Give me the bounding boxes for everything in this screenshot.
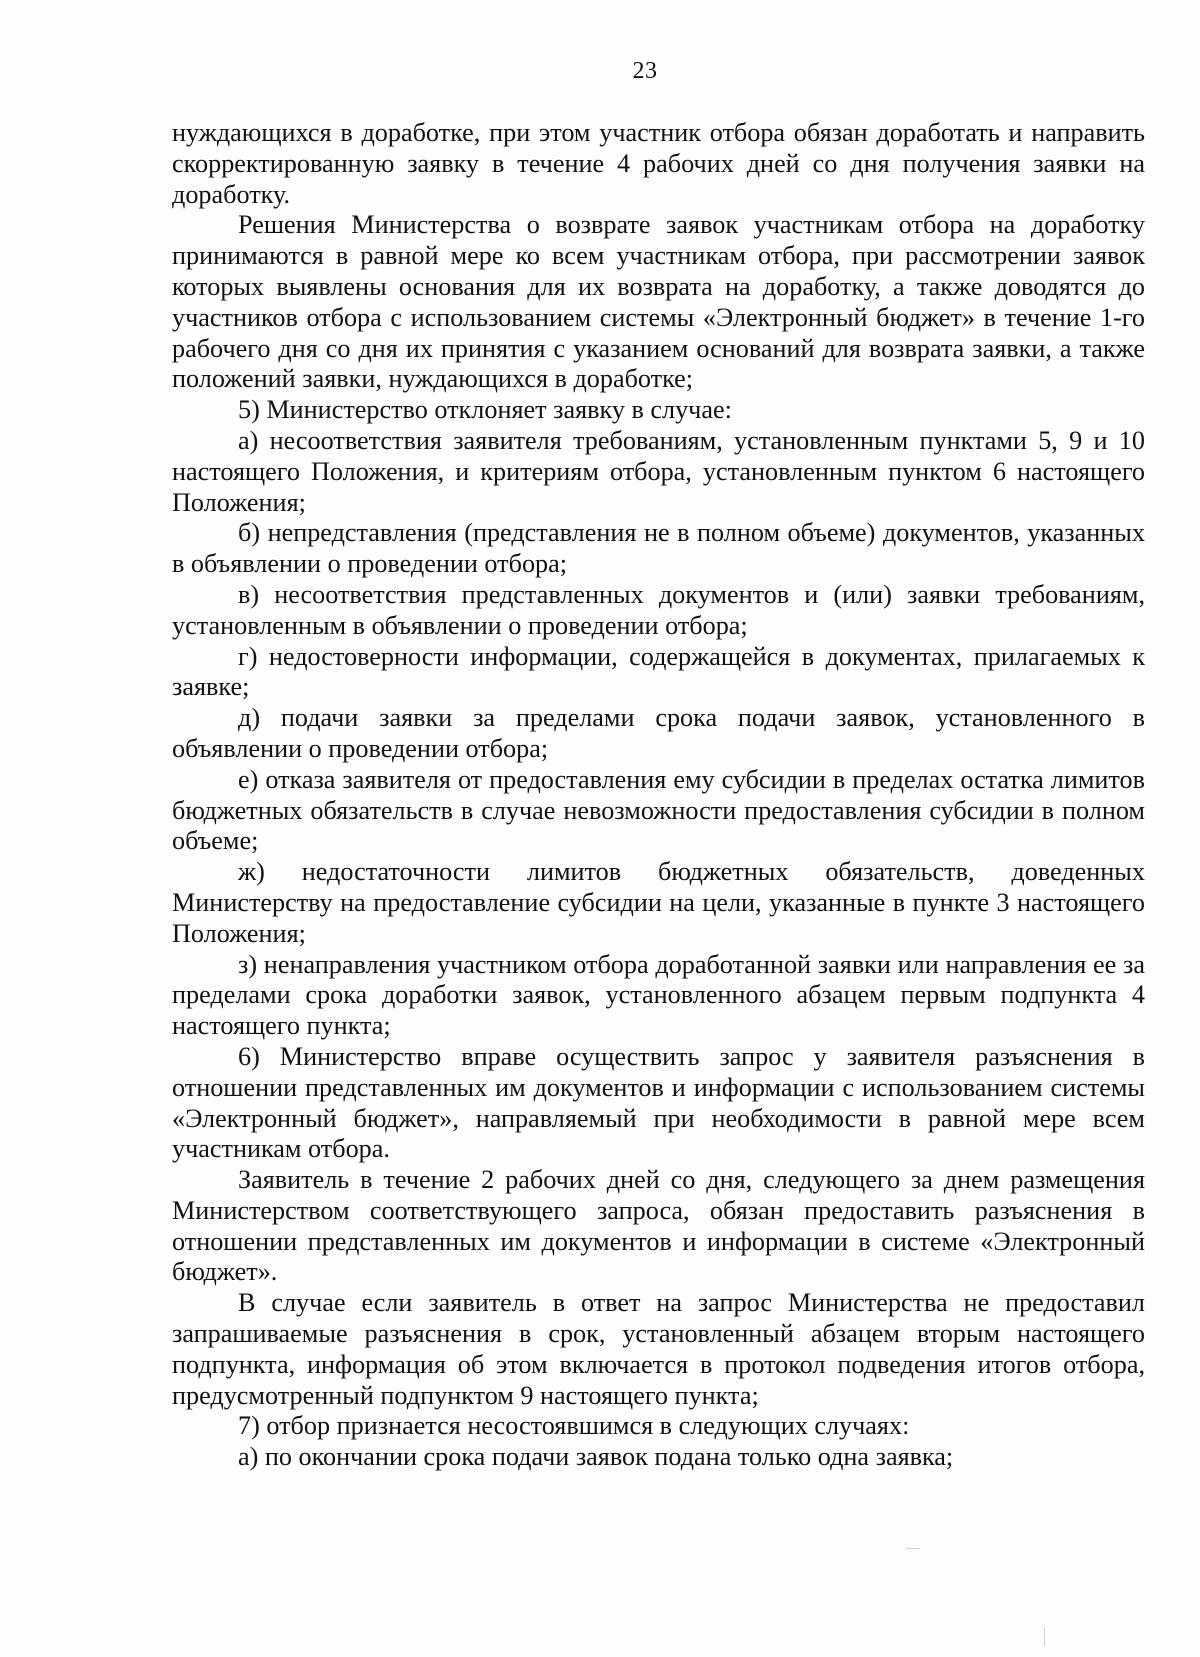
page-number: 23: [632, 58, 658, 84]
list-item-e: е) отказа заявителя от предоставления ему субсидии в пределах остатка лимитов бюджетных обязательств в случае невозможности предоставления субсидии в полном объеме;: [172, 764, 1145, 856]
list-item-single-application: а) по окончании срока подачи заявок подана только одна заявка;: [238, 1442, 954, 1472]
list-item-z: з) ненаправления участником отбора доработанной заявки или направления ее за пределами срока доработки заявок, установленного абзацем первым подпункта 4 настоящего пункта;: [172, 949, 1145, 1041]
list-item-b: б) непредставления (представления не в полном объеме) документов, указанных в объявлении о проведении отбора;: [172, 518, 1145, 579]
paragraph-selection-failed-intro: 7) отбор признается несостоявшимся в следующих случаях:: [238, 1411, 910, 1441]
list-item-d: д) подачи заявки за пределами срока подачи заявок, установленного в объявлении о проведении отбора;: [172, 703, 1145, 763]
list-item-zh: ж) недостаточности лимитов бюджетных обязательств, доведенных Министерству на предоставление субсидии на цели, указанные в пункте 3 настоящего Положения;: [172, 857, 1145, 948]
paragraph-applicant-deadline: Заявитель в течение 2 рабочих дней со дня, следующего за днем размещения Министерством соответствующего запроса, обязан предоставить разъяснения в отношении представленных им документов и информации в системе «Электронный бюджет».: [172, 1165, 1145, 1287]
paragraph-clarification-request: 6) Министерство вправе осуществить запрос у заявителя разъяснения в отношении представленных им документов и информации с использованием системы «Электронный бюджет», направляемый при необходимости в равной мере всем участникам отбора.: [172, 1041, 1145, 1164]
paragraph-continuation: нуждающихся в доработке, при этом участник отбора обязан доработать и направить скорректированную заявку в течение 4 рабочих дней со дня получения заявки на доработку.: [172, 118, 1145, 209]
scan-artifact: [1044, 1628, 1045, 1646]
document-body: [172, 118, 1145, 1473]
paragraph-no-clarification: В случае если заявитель в ответ на запрос Министерства не предоставил запрашиваемые разъяснения в срок, установленный абзацем вторым настоящего подпункта, информация об этом включается в протокол подведения итогов отбора, предусмотренный подпунктом 9 настоящего пункта;: [172, 1288, 1145, 1410]
list-item-v: в) несоответствия представленных документов и (или) заявки требованиям, установленным в объявлении о проведении отбора;: [172, 579, 1145, 640]
list-item-a: а) несоответствия заявителя требованиям, установленным пунктами 5, 9 и 10 настоящего Положения, и критериям отбора, установленным пунктом 6 настоящего Положения;: [172, 425, 1145, 517]
list-item-g: г) недостоверности информации, содержащейся в документах, прилагаемых к заявке;: [172, 641, 1145, 702]
paragraph-return-decisions: Решения Министерства о возврате заявок участникам отбора на доработку принимаются в равной мере ко всем участникам отбора, при рассмотрении заявок которых выявлены основания для их возврата на доработку, а также доводятся до участников отбора с использованием системы «Электронный бюджет» в течение 1-го рабочего дня со дня их принятия с указанием оснований для возврата заявки, а также положений заявки, нуждающихся в доработке;: [172, 210, 1145, 394]
scan-artifact: [906, 1548, 920, 1549]
paragraph-rejection-intro: 5) Министерство отклоняет заявку в случае:: [238, 395, 732, 425]
